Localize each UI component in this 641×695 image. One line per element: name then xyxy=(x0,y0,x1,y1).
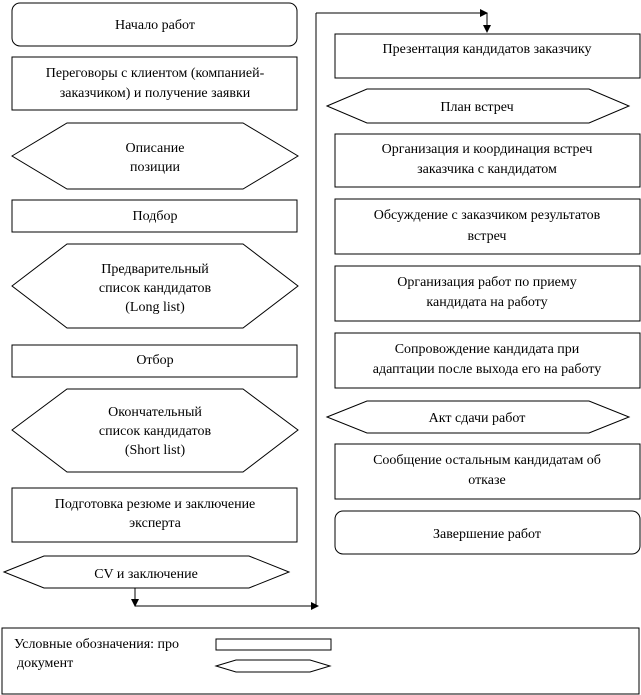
presentation-process xyxy=(335,34,640,78)
end-label: Завершение работ xyxy=(433,527,541,542)
short-list-line-1: Окончательный xyxy=(108,405,202,420)
meeting-org-line-2: заказчика с кандидатом xyxy=(417,162,557,177)
meeting-org-process xyxy=(335,134,640,187)
hiring-line-1: Организация работ по приему xyxy=(397,275,577,290)
start-label: Начало работ xyxy=(115,18,195,33)
hiring-line-2: кандидата на работу xyxy=(426,295,548,310)
cv-output-label: CV и заключение xyxy=(94,567,198,582)
resume-prep-line-2: эксперта xyxy=(129,516,181,531)
acceptance-act-document xyxy=(327,401,629,433)
resume-prep-line-1: Подготовка резюме и заключение xyxy=(54,497,256,512)
legend-document-label: документ xyxy=(17,656,74,671)
screening-label: Отбор xyxy=(136,353,174,368)
short-list-document xyxy=(12,389,298,472)
negotiations-line-2: заказчиком) и получение заявки xyxy=(59,86,251,101)
discussion-line-1: Обсуждение с заказчиком результатов xyxy=(373,208,601,223)
position-description-document xyxy=(12,123,298,189)
cv-output-document xyxy=(4,556,289,588)
long-list-document xyxy=(12,244,298,328)
adaptation-line-2: адаптации после выхода его на работу xyxy=(372,362,602,377)
short-list-line-2: список кандидатов xyxy=(98,424,212,439)
rejection-notice-line-2: отказе xyxy=(468,473,506,488)
meeting-org-line-1: Организация и координация встреч xyxy=(381,142,593,157)
legend-process-label: Условные обозначения: про xyxy=(14,637,180,652)
start-terminal xyxy=(12,3,297,46)
hiring-process xyxy=(335,266,640,321)
long-list-line-2: список кандидатов xyxy=(98,281,212,296)
rejection-notice-process xyxy=(335,444,640,499)
meeting-plan-label: План встреч xyxy=(440,100,514,115)
position-description-line-1: Описание xyxy=(125,141,185,156)
position-description-line-2: позиции xyxy=(130,160,180,175)
meeting-plan-document xyxy=(327,89,629,123)
adaptation-line-1: Сопровождение кандидата при xyxy=(394,342,580,357)
selection-label: Подбор xyxy=(132,209,178,224)
legend-document-symbol xyxy=(216,660,330,672)
presentation-label: Презентация кандидатов заказчику xyxy=(382,42,592,57)
rejection-notice-line-1: Сообщение остальным кандидатам об xyxy=(373,453,601,468)
short-list-line-3: (Short list) xyxy=(124,443,186,458)
long-list-line-1: Предварительный xyxy=(101,262,209,277)
end-terminal xyxy=(335,511,640,554)
adaptation-process xyxy=(335,333,640,388)
discussion-line-2: встреч xyxy=(467,229,507,244)
negotiations-line-1: Переговоры с клиентом (компанией- xyxy=(45,66,265,81)
screening-process xyxy=(12,345,297,377)
acceptance-act-label: Акт сдачи работ xyxy=(428,411,526,426)
long-list-line-3: (Long list) xyxy=(125,300,185,315)
legend-process-symbol xyxy=(216,639,331,650)
negotiations-process xyxy=(12,57,297,110)
discussion-process xyxy=(335,199,640,254)
selection-process xyxy=(12,200,297,232)
legend xyxy=(2,628,639,694)
resume-prep-process xyxy=(12,488,297,542)
